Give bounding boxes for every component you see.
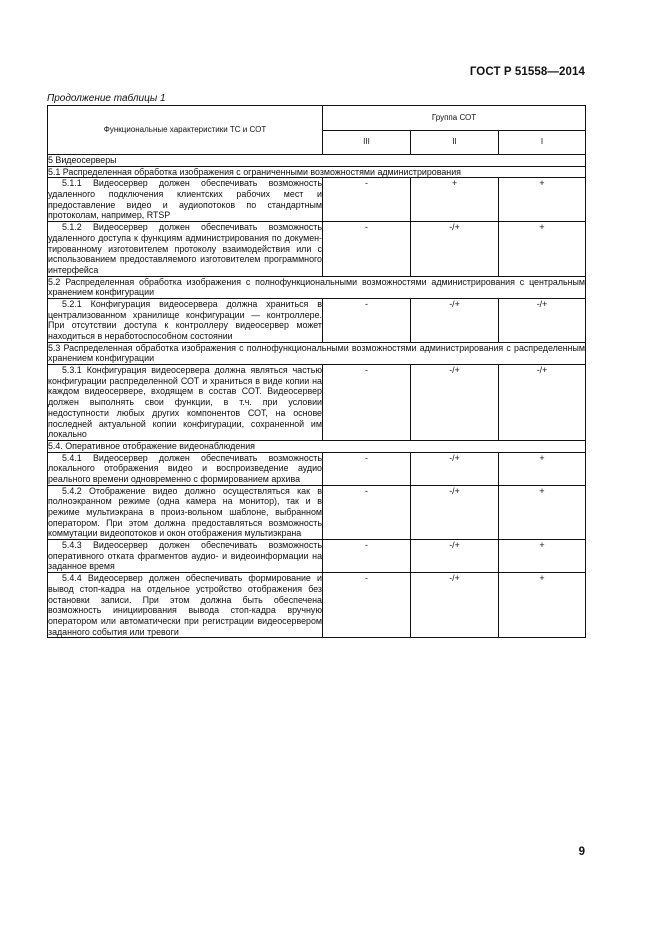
- document-code-header: ГОСТ Р 51558—2014: [469, 66, 585, 78]
- group-ii-value: +: [411, 178, 499, 222]
- group-i-value: +: [499, 222, 586, 276]
- table-section-row: [48, 276, 586, 298]
- group-iii-value: -: [323, 178, 411, 222]
- column-header-group-i: I: [499, 130, 586, 155]
- group-iii-value: -: [323, 540, 411, 573]
- group-ii-value: -/+: [411, 452, 499, 485]
- group-ii-value: -/+: [411, 298, 499, 342]
- table-row: [48, 222, 586, 276]
- group-ii-value: -/+: [411, 540, 499, 573]
- group-iii-value: -: [323, 573, 411, 638]
- table-row: [48, 452, 586, 485]
- table-row: [48, 485, 586, 539]
- group-iii-value: -: [323, 452, 411, 485]
- group-iii-value: -: [323, 298, 411, 342]
- table-row: [48, 540, 586, 573]
- section-title: 5.1 Распределенная обработка изображения с ограниченными возможностями администрирования: [48, 166, 461, 177]
- page-number: 9: [578, 846, 585, 858]
- section-title: 5.2 Распределенная обработка изображения с полнофункциональными возможностями администрирования с центральным хранением конфигурации: [48, 276, 586, 298]
- requirement-text: 5.4.4 Видеосервер должен обеспечивать формирование и вывод стоп-кадра на отдельное устройство отображения без остановки записи. При этом должна быть обеспечена возможность инициирования вывода стоп-кадра вручную оператором или автоматически при регистрации видеосервером заданного события или тревоги: [48, 573, 322, 637]
- table-section-row: [48, 440, 586, 452]
- group-i-value: -/+: [499, 365, 586, 441]
- group-i-value: +: [499, 540, 586, 573]
- table-row: [48, 178, 586, 222]
- table-row: [48, 298, 586, 342]
- column-header-characteristics: Функциональные характеристики ТС и СОТ: [48, 106, 323, 155]
- group-i-value: +: [499, 452, 586, 485]
- group-ii-value: -/+: [411, 485, 499, 539]
- requirements-table: [47, 105, 586, 638]
- requirement-text: 5.4.1 Видеосервер должен обеспечивать возможность локального отображения видео и воспроизведение аудио реального времени одновременно с формированием архива: [48, 452, 322, 484]
- requirement-text: 5.4.2 Отображение видео должно осуществляться как в полноэкранном режиме (одна камера на монитор), так и в режиме мультиэкрана в произ-вольном шаблоне, выбранном оператором. При этом должна предоставляться возможность коммутации видеопотоков и окон отображения мультиэкрана: [48, 485, 322, 539]
- group-i-value: +: [499, 178, 586, 222]
- group-ii-value: -/+: [411, 222, 499, 276]
- column-header-group-iii: III: [323, 130, 411, 155]
- group-ii-value: -/+: [411, 573, 499, 638]
- group-iii-value: -: [323, 222, 411, 276]
- group-iii-value: -: [323, 365, 411, 441]
- column-header-group: Группа СОТ: [323, 106, 586, 131]
- requirement-text: 5.1.2 Видеосервер должен обеспечивать возможность удаленного доступа к функциям администрирования по докумен-тированному изготовителем протоколу взаимодействия или с использованием предоставляемого изготовителем программного интерфейса: [48, 222, 322, 275]
- requirement-text: 5.2.1 Конфигурация видеосервера должна храниться в централизованном хранилище конфигурации — контроллере. При отсутствии доступа к контроллеру видеосервер может находиться в неработоспособном состоянии: [48, 298, 322, 341]
- requirement-text: 5.4.3 Видеосервер должен обеспечивать возможность оперативного отката фрагментов аудио- и видеоинформации на заданное время: [48, 540, 322, 572]
- group-iii-value: -: [323, 485, 411, 539]
- group-i-value: -/+: [499, 298, 586, 342]
- group-i-value: +: [499, 485, 586, 539]
- group-i-value: +: [499, 573, 586, 638]
- table-continuation-caption: Продолжение таблицы 1: [47, 93, 166, 104]
- table-row: [48, 365, 586, 441]
- requirement-text: 5.1.1 Видеосервер должен обеспечивать возможность удаленного подключения клиентских рабочих мест и предоставление видео и аудиопотоков по стандартным протоколам, например, RTSP: [48, 178, 322, 221]
- section-title: 5.4. Оперативное отображение видеонаблюдения: [48, 440, 255, 451]
- requirement-text: 5.3.1 Конфигурация видеосервера должна являться частью конфигурации распределенной СОТ и храниться в виде копии на каждом видеосервере, входящем в состав СОТ. Видеосервер должен выполнять свои функции, в т.ч. при условии недоступности любых других компонентов СОТ, на основе последней актуальной копии конфигурации, сохраненной им локально: [48, 365, 322, 440]
- table-section-row: [48, 155, 586, 167]
- section-title: 5 Видеосерверы: [48, 155, 117, 165]
- section-title: 5.3 Распределенная обработка изображения с полнофункциональными возможностями администрирования с распределенным хранением конфигурации: [48, 342, 586, 364]
- table-row: [48, 573, 586, 638]
- column-header-group-ii: II: [411, 130, 499, 155]
- table-section-row: [48, 166, 586, 178]
- group-ii-value: -/+: [411, 365, 499, 441]
- table-section-row: [48, 342, 586, 364]
